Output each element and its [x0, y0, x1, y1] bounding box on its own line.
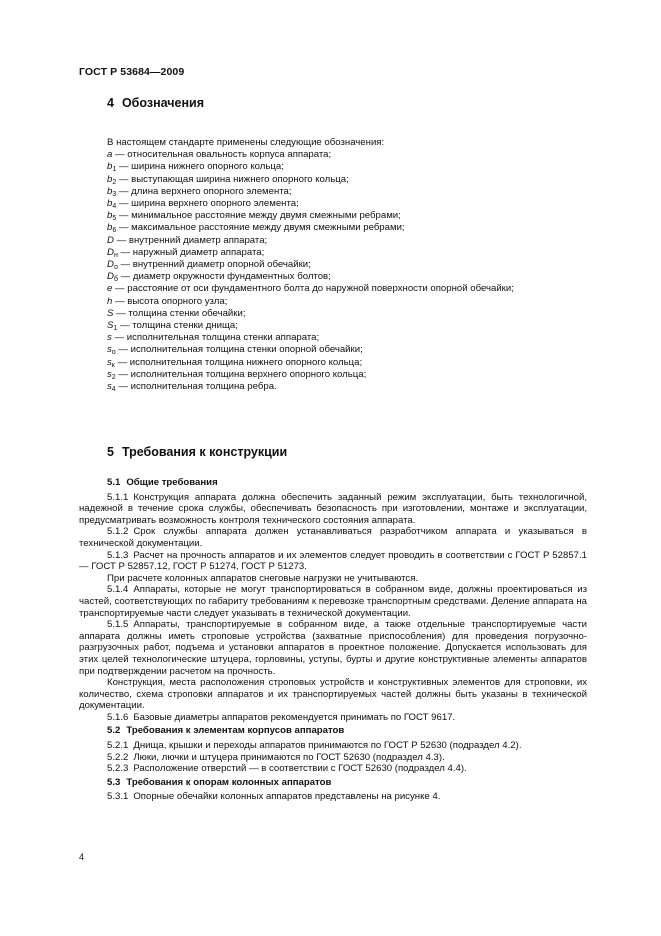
definition-text: — диаметр окружности фундаментных болтов;	[117, 271, 331, 283]
subsection-heading	[79, 777, 587, 789]
definition-item	[107, 149, 514, 161]
clause-text: Аппараты, транспортируемые в собранном виде, а также отдельные транспортируемые части аппарата должны иметь строповые устройства (захватные приспособления) для проведения погрузочно-разгрузочных работ, подъема и установки аппаратов в проектное положение. Допускается использовать для этих целей технологические штуцера, горловины, уступы, бурты и другие конструктивные элементы аппаратов при подтверждении расчетом на прочность.	[79, 619, 587, 677]
definition-text: — внутренний диаметр опорной обечайки;	[117, 259, 311, 271]
definition-symbol: S	[107, 320, 114, 332]
clause-paragraph	[79, 712, 587, 724]
section-4-heading	[107, 96, 204, 110]
definition-text: — исполнительная толщина верхнего опорного кольца;	[115, 368, 367, 380]
definition-text: — длина верхнего опорного элемента;	[116, 185, 292, 197]
definition-subscript: 4	[111, 386, 116, 394]
definition-symbol: s	[107, 356, 112, 368]
definition-subscript: к	[111, 361, 115, 369]
definition-item	[107, 186, 514, 198]
clause-number: 5.3	[107, 776, 121, 788]
clause-paragraph	[79, 573, 587, 585]
definition-symbol: h	[107, 295, 113, 307]
clause-number: 5.2.1	[107, 740, 129, 752]
definition-symbol: b	[107, 222, 113, 234]
document-header: ГОСТ Р 53684—2009	[79, 66, 185, 78]
clause-text: Конструкция аппарата должна обеспечить заданный режим эксплуатации, быть технологичной, надежной в течение срока службы, обеспечивать безопасность при изготовлении, монтаже и эксплуатации, предусматривать возможность контроля технического состояния аппарата.	[79, 491, 587, 526]
clause-text: Общие требования	[126, 477, 218, 488]
definition-subscript: 2	[111, 373, 116, 381]
clause-number: 5.1.3	[107, 549, 129, 561]
definition-item	[107, 332, 514, 344]
definition-symbol: s	[107, 381, 112, 393]
page-number: 4	[79, 852, 85, 862]
clause-paragraph	[79, 584, 587, 619]
section-number: 5	[107, 445, 114, 459]
definition-item	[107, 198, 514, 210]
definition-item	[107, 344, 514, 356]
definition-item	[107, 259, 514, 271]
definition-item	[107, 308, 514, 320]
definition-item	[107, 271, 514, 283]
clause-paragraph	[79, 763, 587, 775]
definition-text: — выступающая ширина нижнего опорного кольца;	[116, 173, 349, 185]
subsection-heading	[79, 725, 587, 737]
definition-symbol: b	[107, 210, 113, 222]
definition-symbol: D	[107, 271, 114, 283]
clause-paragraph	[79, 791, 587, 803]
definition-item	[107, 381, 514, 393]
clause-number: 5.1	[107, 477, 121, 488]
definition-subscript: 1	[113, 325, 118, 333]
clause-number: 5.1.1	[107, 491, 129, 503]
definition-text: — расстояние от оси фундаментного болта до наружной поверхности опорной обечайки;	[112, 283, 514, 295]
definition-item	[107, 320, 514, 332]
definitions-list	[107, 137, 514, 393]
definition-item	[107, 210, 514, 222]
clause-text: Аппараты, которые не могут транспортироваться в собранном виде, должны проектироваться из частей, соответствующих по габариту требованиям к перевозке транспортным средствами. Деление аппарата на транспортируемые части следует указывать в технической документации.	[79, 584, 587, 619]
definition-subscript: 4	[112, 203, 117, 211]
definition-text: — наружный диаметр аппарата;	[117, 246, 265, 258]
definition-symbol: b	[107, 173, 113, 185]
definition-item	[107, 161, 514, 173]
clause-paragraph	[79, 492, 587, 527]
definition-item	[107, 357, 514, 369]
clause-text: При расчете колонных аппаратов снеговые нагрузки не учитываются.	[107, 572, 419, 584]
definition-symbol: S	[107, 307, 114, 319]
definition-text: — исполнительная толщина нижнего опорного кольца;	[114, 356, 363, 368]
clause-text: Конструкция, места расположения строповых устройств и конструктивных элементов для строповки, их количество, схема строповки аппаратов и их транспортируемых частей должны быть указаны в технической документации.	[79, 677, 587, 712]
clause-number: 5.2	[107, 725, 121, 737]
definition-symbol: s	[107, 332, 112, 344]
definition-subscript: о	[113, 264, 118, 272]
clause-paragraph	[79, 526, 587, 549]
clause-number: 5.1.4	[107, 584, 129, 596]
definition-subscript: 3	[112, 190, 117, 198]
definition-text: — толщина стенки обечайки;	[113, 307, 246, 319]
definition-symbol: s	[107, 368, 112, 380]
definition-text: — минимальное расстояние между двумя смежными ребрами;	[116, 210, 401, 222]
definition-text: — толщина стенки днища;	[117, 320, 238, 332]
clause-number: 5.2.2	[107, 751, 129, 763]
definition-text: — ширина верхнего опорного элемента;	[116, 198, 299, 210]
definition-symbol: D	[107, 246, 114, 258]
definition-symbol: a	[107, 149, 113, 161]
section-title: Требования к конструкции	[121, 445, 288, 459]
definition-text: — относительная овальность корпуса аппарата;	[112, 149, 332, 161]
definition-text: — исполнительная толщина ребра.	[115, 381, 277, 393]
definition-subscript: о	[111, 349, 116, 357]
definition-symbol: D	[107, 234, 114, 246]
subsection-heading	[79, 477, 587, 489]
clause-text: Люки, лючки и штуцера принимаются по ГОСТ 52630 (подраздел 4.3).	[133, 751, 445, 763]
definition-subscript: н	[113, 251, 118, 259]
definition-subscript: 6	[112, 227, 117, 235]
definition-subscript: 2	[112, 178, 117, 186]
clause-number: 5.1.5	[107, 619, 129, 631]
clause-number: 5.1.2	[107, 526, 129, 538]
definition-subscript: б	[113, 276, 118, 284]
definition-subscript: 1	[112, 166, 117, 174]
section-5-heading	[107, 445, 287, 459]
section-title: Обозначения	[121, 96, 205, 110]
clause-number: 5.1.6	[107, 711, 129, 723]
definition-item	[107, 296, 514, 308]
clause-text: Срок службы аппарата должен устанавливаться разработчиком аппарата и указываться в технической документации.	[79, 526, 587, 549]
definition-item	[107, 283, 514, 295]
definition-symbol: D	[107, 259, 114, 271]
definition-symbol: e	[107, 283, 113, 295]
definitions-intro: В настоящем стандарте применены следующие обозначения:	[107, 137, 385, 148]
definition-text: — высота опорного узла;	[112, 295, 228, 307]
definition-text: — внутренний диаметр аппарата;	[113, 234, 268, 246]
definition-symbol: b	[107, 185, 113, 197]
definition-symbol: b	[107, 161, 113, 173]
clause-paragraph	[79, 619, 587, 677]
clause-text: Требования к опорам колонных аппаратов	[126, 776, 332, 788]
clause-paragraph	[79, 677, 587, 712]
clause-paragraph	[79, 740, 587, 752]
definition-item	[107, 369, 514, 381]
clause-text: Расчет на прочность аппаратов и их элементов следует проводить в соответствии с ГОСТ Р 52857.1 — ГОСТ Р 52857.12, ГОСТ Р 51274, ГОСТ Р 51273.	[79, 549, 587, 573]
clause-text: Базовые диаметры аппаратов рекомендуется принимать по ГОСТ 9617.	[133, 711, 456, 723]
definition-text: — исполнительная толщина стенки опорной обечайки;	[115, 344, 363, 356]
clause-number: 5.3.1	[107, 791, 129, 803]
definition-symbol: s	[107, 344, 112, 356]
definition-item	[107, 174, 514, 186]
definition-subscript: 5	[112, 215, 117, 223]
clause-text: Днища, крышки и переходы аппаратов принимаются по ГОСТ Р 52630 (подраздел 4.2).	[133, 740, 522, 752]
definition-symbol: b	[107, 198, 113, 210]
clause-number: 5.2.3	[107, 763, 129, 775]
section-number: 4	[107, 96, 114, 110]
clause-paragraph	[79, 550, 587, 573]
clause-text: Опорные обечайки колонных аппаратов представлены на рисунке 4.	[133, 791, 441, 803]
definition-text: — ширина нижнего опорного кольца;	[116, 161, 284, 173]
definition-item	[107, 222, 514, 234]
definition-item	[107, 247, 514, 259]
clause-text: Расположение отверстий — в соответствии с ГОСТ 52630 (подраздел 4.4).	[133, 763, 467, 775]
definition-text: — максимальное расстояние между двумя смежными ребрами;	[116, 222, 405, 234]
clause-paragraph	[79, 752, 587, 764]
definition-item	[107, 235, 514, 247]
clause-text: Требования к элементам корпусов аппаратов	[126, 725, 345, 737]
definition-text: — исполнительная толщина стенки аппарата;	[111, 332, 320, 344]
section-5-body	[79, 475, 587, 803]
